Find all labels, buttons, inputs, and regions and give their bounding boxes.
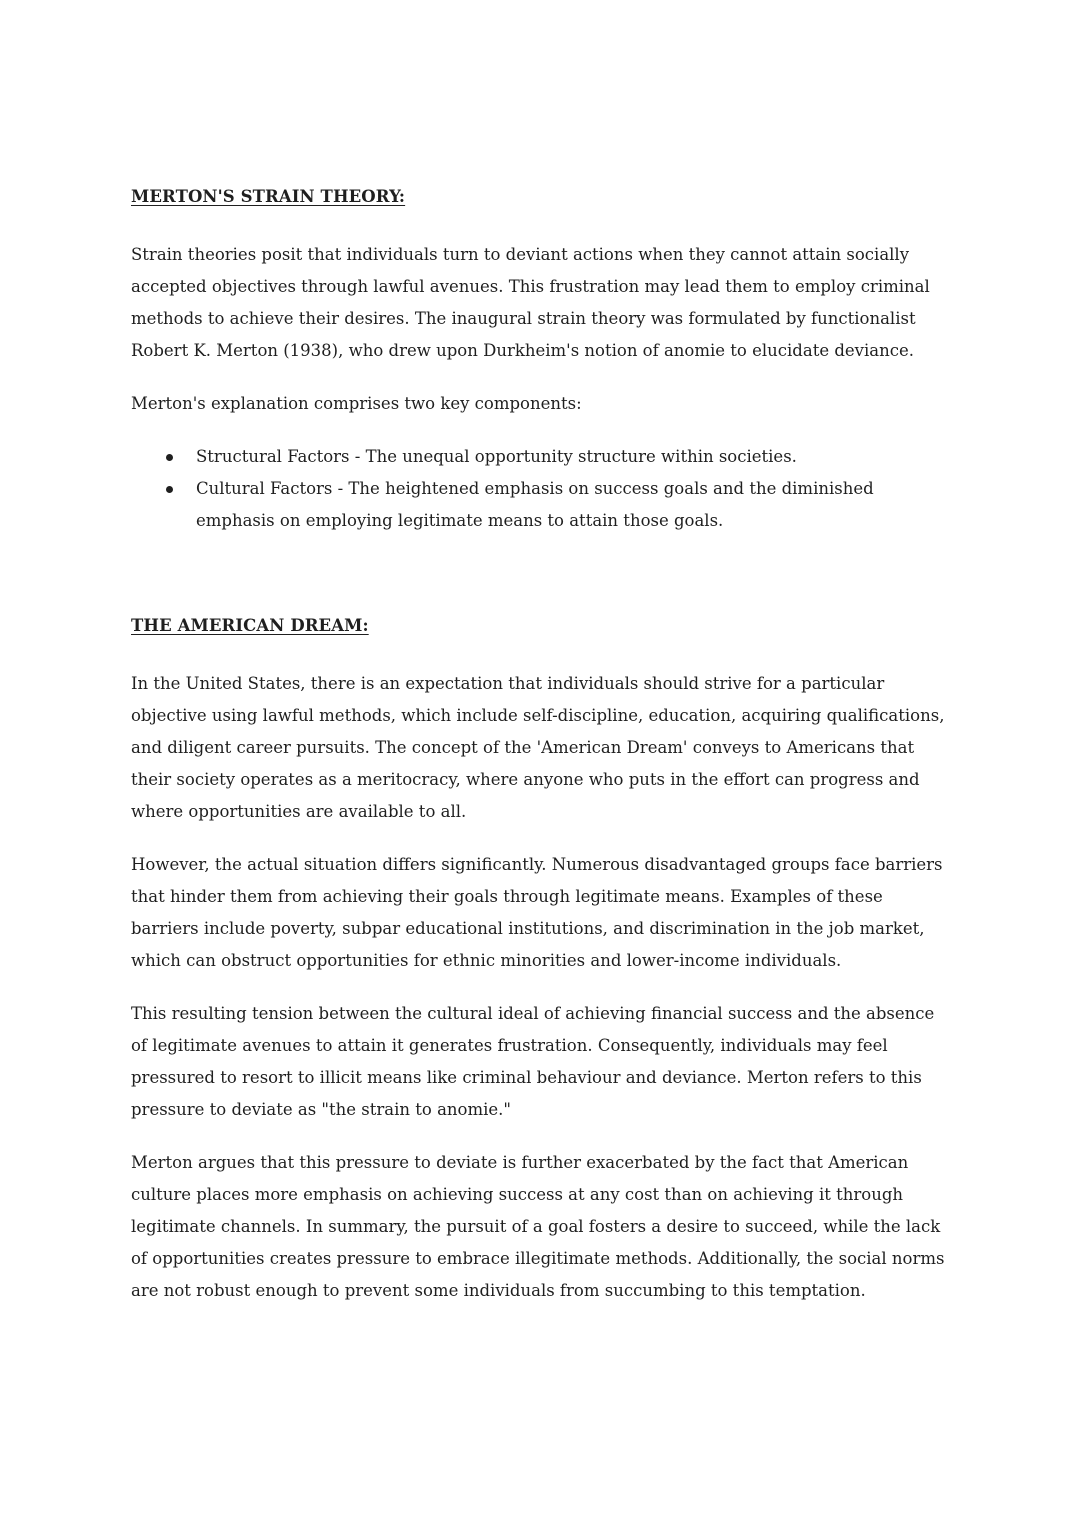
document-page xyxy=(131,185,951,1307)
bullet-icon xyxy=(166,486,173,493)
paragraph-barriers: However, the actual situation differs significantly. Numerous disadvantaged groups face barriers that hinder them from achieving their goals through legitimate means. Examples of these barriers include poverty, subpar educational institutions, and discrimination in the job market, which can obstruct opportunities for ethnic minorities and lower-income individuals. xyxy=(131,855,943,970)
paragraph-strain-to-anomie: This resulting tension between the cultural ideal of achieving financial success and the absence of legitimate avenues to attain it generates frustration. Consequently, individuals may feel pressured to resort to illicit means like criminal behaviour and deviance. Merton refers to this pressure to deviate as "the strain to anomie." xyxy=(131,1004,935,1119)
paragraph-american-dream: In the United States, there is an expectation that individuals should strive for a particular objective using lawful methods, which include self-discipline, education, acquiring qualifications, and diligent career pursuits. The concept of the 'American Dream' conveys to Americans that their society operates as a meritocracy, where anyone who puts in the effort can progress and where opportunities are available to all. xyxy=(131,674,945,821)
paragraph-strain-intro: Strain theories posit that individuals turn to deviant actions when they cannot attain socially accepted objectives through lawful avenues. This frustration may lead them to employ criminal methods to achieve their desires. The inaugural strain theory was formulated by functionalist Robert K. Merton (1938), who drew upon Durkheim's notion of anomie to elucidate deviance. xyxy=(131,245,930,360)
list-item-cultural xyxy=(196,473,951,537)
list-item-text: Structural Factors - The unequal opportunity structure within societies. xyxy=(196,447,797,466)
paragraph-summary: Merton argues that this pressure to deviate is further exacerbated by the fact that American culture places more emphasis on achieving success at any cost than on achieving it through legitimate channels. In summary, the pursuit of a goal fosters a desire to succeed, while the lack of opportunities creates pressure to embrace illegitimate methods. Additionally, the social norms are not robust enough to prevent some individuals from succumbing to this temptation. xyxy=(131,1153,945,1300)
bullet-icon xyxy=(166,454,173,461)
section-heading-strain-theory: MERTON'S STRAIN THEORY: xyxy=(131,187,406,206)
components-list xyxy=(131,441,951,537)
list-item-text: Cultural Factors - The heightened emphasis on success goals and the diminished emphasis on employing legitimate means to attain those goals. xyxy=(196,479,874,530)
list-item-structural xyxy=(196,441,951,473)
paragraph-components-intro: Merton's explanation comprises two key components: xyxy=(131,394,582,413)
section-heading-american-dream: THE AMERICAN DREAM: xyxy=(131,616,369,635)
